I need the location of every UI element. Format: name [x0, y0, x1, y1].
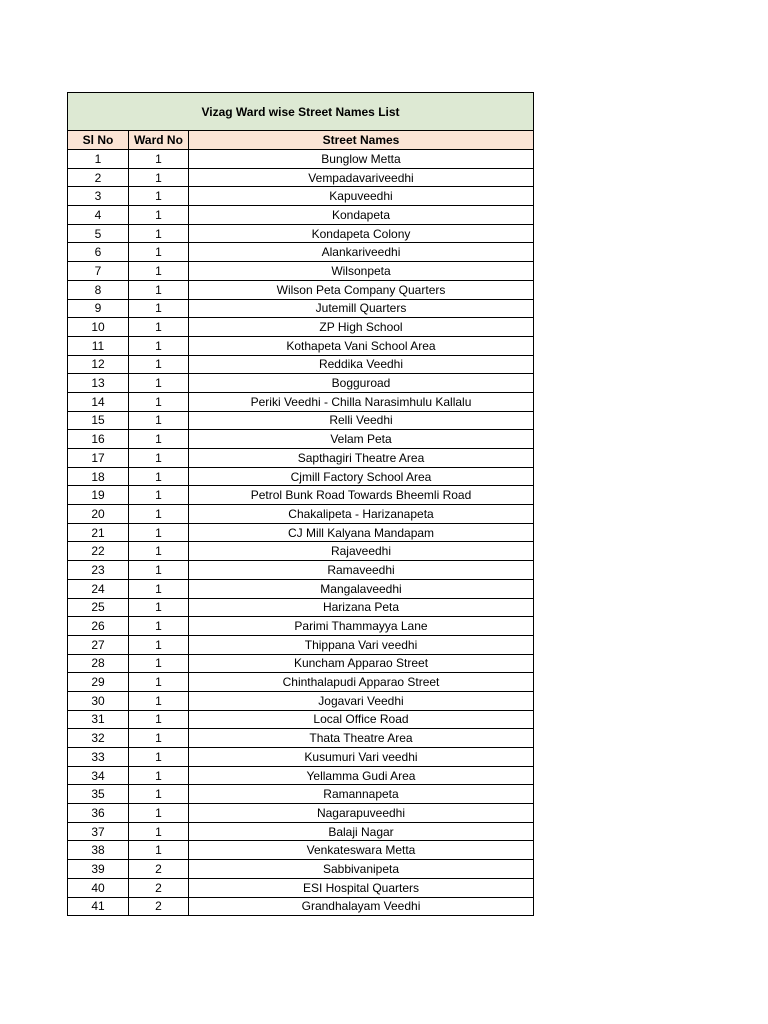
cell-sl-no: 40 [68, 878, 129, 897]
table-row [68, 617, 534, 636]
table-row [68, 897, 534, 916]
table-row [68, 579, 534, 598]
cell-street-name: Vempadavariveedhi [189, 168, 534, 187]
cell-street-name: Jogavari Veedhi [189, 691, 534, 710]
cell-ward-no: 1 [129, 318, 189, 337]
cell-ward-no: 1 [129, 392, 189, 411]
table-row [68, 224, 534, 243]
table-row [68, 766, 534, 785]
cell-ward-no: 1 [129, 187, 189, 206]
cell-street-name: Kapuveedhi [189, 187, 534, 206]
cell-sl-no: 37 [68, 822, 129, 841]
cell-ward-no: 1 [129, 299, 189, 318]
table-body [68, 150, 534, 916]
cell-street-name: Chinthalapudi Apparao Street [189, 673, 534, 692]
table-row [68, 336, 534, 355]
table-row [68, 411, 534, 430]
cell-ward-no: 1 [129, 748, 189, 767]
cell-street-name: Cjmill Factory School Area [189, 467, 534, 486]
table-row [68, 467, 534, 486]
cell-sl-no: 31 [68, 710, 129, 729]
cell-sl-no: 9 [68, 299, 129, 318]
cell-street-name: Nagarapuveedhi [189, 804, 534, 823]
cell-ward-no: 1 [129, 635, 189, 654]
cell-sl-no: 5 [68, 224, 129, 243]
cell-sl-no: 3 [68, 187, 129, 206]
cell-street-name: ZP High School [189, 318, 534, 337]
cell-street-name: Jutemill Quarters [189, 299, 534, 318]
cell-street-name: Kusumuri Vari veedhi [189, 748, 534, 767]
cell-ward-no: 1 [129, 561, 189, 580]
table-row [68, 355, 534, 374]
table-row [68, 374, 534, 393]
table-row [68, 635, 534, 654]
cell-sl-no: 41 [68, 897, 129, 916]
table-row [68, 280, 534, 299]
table-row [68, 542, 534, 561]
header-ward-no: Ward No [129, 131, 189, 150]
cell-ward-no: 1 [129, 262, 189, 281]
cell-sl-no: 29 [68, 673, 129, 692]
table-row [68, 187, 534, 206]
table-row [68, 392, 534, 411]
cell-sl-no: 30 [68, 691, 129, 710]
cell-street-name: Periki Veedhi - Chilla Narasimhulu Kallalu [189, 392, 534, 411]
cell-ward-no: 1 [129, 654, 189, 673]
cell-sl-no: 28 [68, 654, 129, 673]
cell-ward-no: 1 [129, 168, 189, 187]
cell-ward-no: 1 [129, 822, 189, 841]
cell-street-name: Thata Theatre Area [189, 729, 534, 748]
cell-sl-no: 26 [68, 617, 129, 636]
cell-sl-no: 1 [68, 150, 129, 169]
cell-street-name: Rajaveedhi [189, 542, 534, 561]
cell-street-name: Relli Veedhi [189, 411, 534, 430]
cell-street-name: Bunglow Metta [189, 150, 534, 169]
cell-ward-no: 1 [129, 841, 189, 860]
table-row [68, 710, 534, 729]
table-row [68, 598, 534, 617]
cell-street-name: CJ Mill Kalyana Mandapam [189, 523, 534, 542]
cell-sl-no: 25 [68, 598, 129, 617]
cell-sl-no: 38 [68, 841, 129, 860]
table-row [68, 785, 534, 804]
table-row [68, 822, 534, 841]
cell-sl-no: 11 [68, 336, 129, 355]
cell-ward-no: 1 [129, 467, 189, 486]
cell-ward-no: 1 [129, 542, 189, 561]
table-row [68, 860, 534, 879]
cell-ward-no: 1 [129, 206, 189, 225]
table-row [68, 299, 534, 318]
cell-street-name: Wilson Peta Company Quarters [189, 280, 534, 299]
cell-street-name: Alankariveedhi [189, 243, 534, 262]
header-sl-no: Sl No [68, 131, 129, 150]
cell-ward-no: 1 [129, 224, 189, 243]
cell-sl-no: 13 [68, 374, 129, 393]
table-row [68, 150, 534, 169]
cell-street-name: Local Office Road [189, 710, 534, 729]
cell-sl-no: 24 [68, 579, 129, 598]
cell-sl-no: 12 [68, 355, 129, 374]
header-row [68, 131, 534, 150]
cell-sl-no: 33 [68, 748, 129, 767]
table-row [68, 318, 534, 337]
cell-ward-no: 1 [129, 673, 189, 692]
table-row [68, 804, 534, 823]
table-row [68, 878, 534, 897]
cell-street-name: Harizana Peta [189, 598, 534, 617]
cell-sl-no: 19 [68, 486, 129, 505]
cell-sl-no: 2 [68, 168, 129, 187]
cell-ward-no: 1 [129, 449, 189, 468]
cell-ward-no: 1 [129, 243, 189, 262]
cell-street-name: Kuncham Apparao Street [189, 654, 534, 673]
cell-street-name: Yellamma Gudi Area [189, 766, 534, 785]
cell-street-name: Bogguroad [189, 374, 534, 393]
cell-ward-no: 1 [129, 598, 189, 617]
cell-ward-no: 1 [129, 523, 189, 542]
cell-street-name: Kondapeta Colony [189, 224, 534, 243]
table-row [68, 505, 534, 524]
cell-sl-no: 36 [68, 804, 129, 823]
cell-street-name: ESI Hospital Quarters [189, 878, 534, 897]
cell-street-name: Kothapeta Vani School Area [189, 336, 534, 355]
cell-street-name: Reddika Veedhi [189, 355, 534, 374]
cell-sl-no: 32 [68, 729, 129, 748]
cell-sl-no: 6 [68, 243, 129, 262]
table-row [68, 486, 534, 505]
cell-sl-no: 35 [68, 785, 129, 804]
cell-sl-no: 7 [68, 262, 129, 281]
table-row [68, 243, 534, 262]
cell-sl-no: 15 [68, 411, 129, 430]
cell-street-name: Venkateswara Metta [189, 841, 534, 860]
table-row [68, 206, 534, 225]
cell-ward-no: 1 [129, 430, 189, 449]
cell-ward-no: 1 [129, 617, 189, 636]
cell-street-name: Thippana Vari veedhi [189, 635, 534, 654]
cell-ward-no: 1 [129, 505, 189, 524]
cell-sl-no: 14 [68, 392, 129, 411]
table-row [68, 262, 534, 281]
cell-street-name: Wilsonpeta [189, 262, 534, 281]
cell-sl-no: 27 [68, 635, 129, 654]
cell-sl-no: 23 [68, 561, 129, 580]
header-street-names: Street Names [189, 131, 534, 150]
cell-street-name: Sapthagiri Theatre Area [189, 449, 534, 468]
cell-ward-no: 1 [129, 804, 189, 823]
cell-sl-no: 17 [68, 449, 129, 468]
table-row [68, 841, 534, 860]
cell-sl-no: 8 [68, 280, 129, 299]
table-row [68, 654, 534, 673]
cell-ward-no: 2 [129, 897, 189, 916]
cell-sl-no: 16 [68, 430, 129, 449]
cell-ward-no: 1 [129, 374, 189, 393]
cell-ward-no: 1 [129, 691, 189, 710]
table-title: Vizag Ward wise Street Names List [68, 93, 534, 131]
cell-ward-no: 2 [129, 860, 189, 879]
table-row [68, 561, 534, 580]
table-row [68, 430, 534, 449]
cell-sl-no: 4 [68, 206, 129, 225]
cell-ward-no: 1 [129, 729, 189, 748]
cell-street-name: Velam Peta [189, 430, 534, 449]
table-row [68, 449, 534, 468]
cell-sl-no: 18 [68, 467, 129, 486]
cell-ward-no: 1 [129, 355, 189, 374]
cell-ward-no: 1 [129, 280, 189, 299]
cell-street-name: Kondapeta [189, 206, 534, 225]
cell-ward-no: 1 [129, 766, 189, 785]
cell-ward-no: 1 [129, 785, 189, 804]
table-row [68, 523, 534, 542]
cell-street-name: Mangalaveedhi [189, 579, 534, 598]
cell-street-name: Grandhalayam Veedhi [189, 897, 534, 916]
street-names-table [67, 92, 534, 916]
cell-ward-no: 1 [129, 336, 189, 355]
cell-street-name: Ramaveedhi [189, 561, 534, 580]
cell-ward-no: 2 [129, 878, 189, 897]
cell-street-name: Petrol Bunk Road Towards Bheemli Road [189, 486, 534, 505]
cell-ward-no: 1 [129, 710, 189, 729]
cell-ward-no: 1 [129, 150, 189, 169]
cell-sl-no: 10 [68, 318, 129, 337]
cell-ward-no: 1 [129, 579, 189, 598]
cell-sl-no: 20 [68, 505, 129, 524]
cell-sl-no: 21 [68, 523, 129, 542]
cell-street-name: Ramannapeta [189, 785, 534, 804]
cell-sl-no: 39 [68, 860, 129, 879]
cell-street-name: Parimi Thammayya Lane [189, 617, 534, 636]
table-row [68, 673, 534, 692]
title-row [68, 93, 534, 131]
table-row [68, 168, 534, 187]
cell-ward-no: 1 [129, 486, 189, 505]
table-row [68, 729, 534, 748]
cell-ward-no: 1 [129, 411, 189, 430]
cell-street-name: Chakalipeta - Harizanapeta [189, 505, 534, 524]
cell-street-name: Balaji Nagar [189, 822, 534, 841]
cell-sl-no: 22 [68, 542, 129, 561]
table-row [68, 748, 534, 767]
table-row [68, 691, 534, 710]
cell-street-name: Sabbivanipeta [189, 860, 534, 879]
cell-sl-no: 34 [68, 766, 129, 785]
